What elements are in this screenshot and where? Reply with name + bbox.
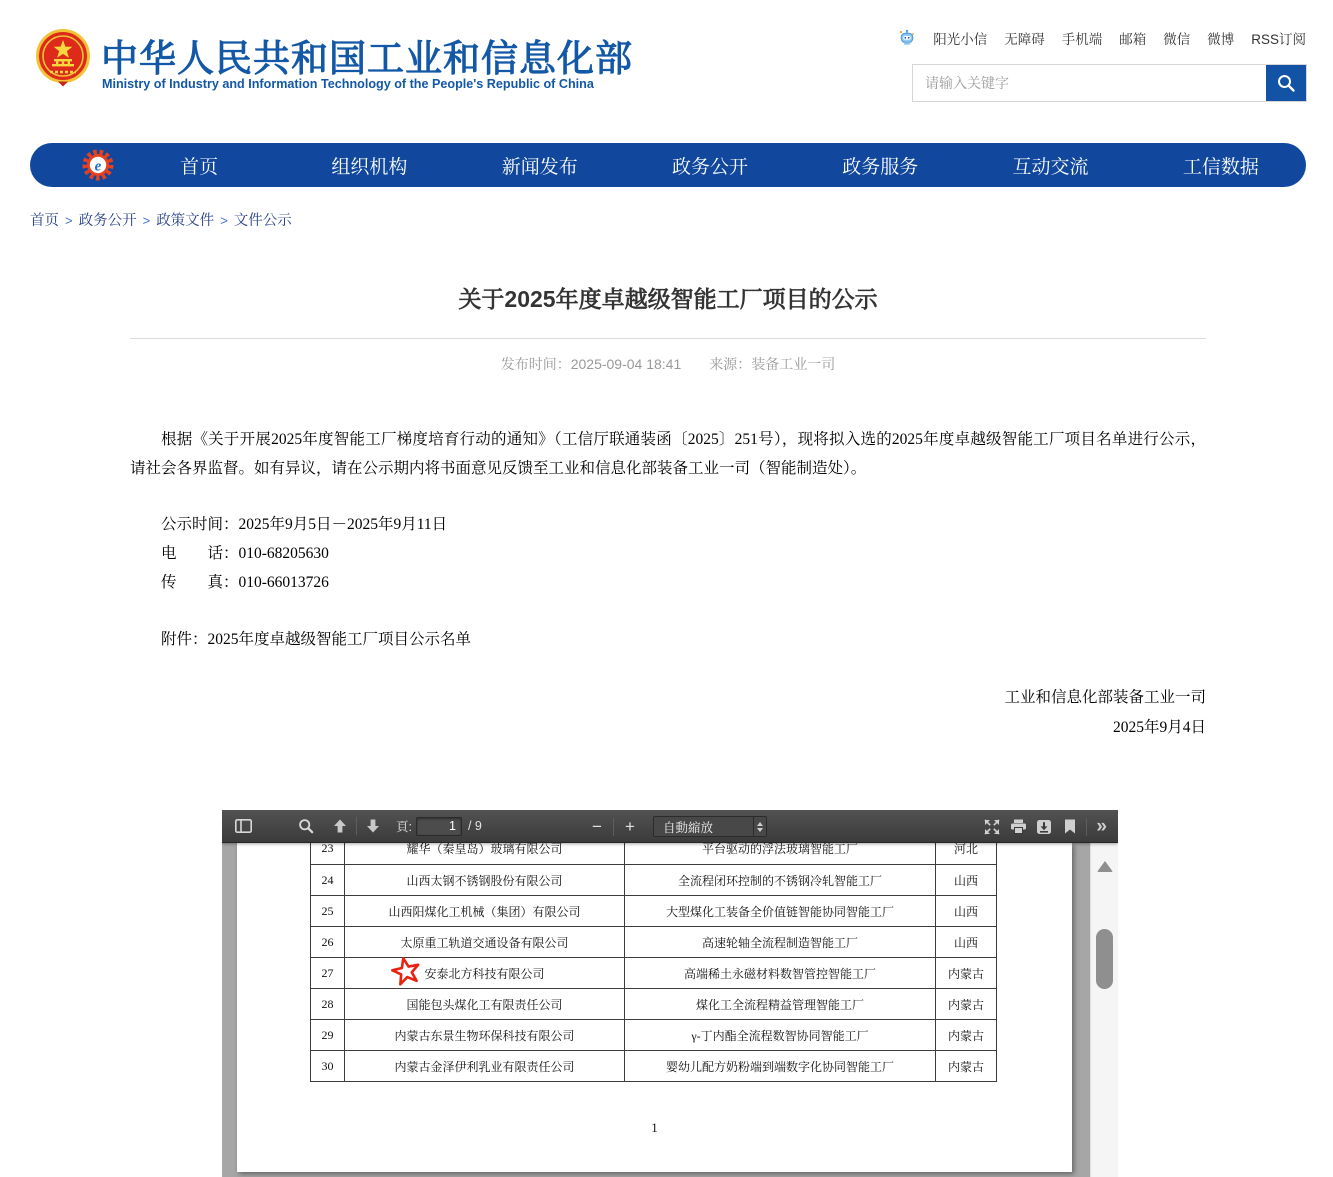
company-name: 国能包头煤化工有限责任公司 <box>406 997 563 1012</box>
project-name-cell: 大型煤化工装备全价值链智能协同智能工厂 <box>625 896 936 926</box>
breadcrumb-separator: > <box>220 213 228 228</box>
nav-item-home[interactable]: 首页 <box>180 156 219 178</box>
table-row <box>311 957 996 988</box>
attachment-line: 附件：2025年度卓越级智能工厂项目公示名单 <box>161 631 472 648</box>
select-spinner-icon <box>753 817 766 836</box>
top-link-yangguangxiaoxin[interactable]: 阳光小信 <box>933 32 988 47</box>
find-icon <box>298 818 314 834</box>
find-button[interactable] <box>293 814 319 839</box>
page-title: 关于2025年度卓越级智能工厂项目的公示 <box>458 286 878 312</box>
top-link-mail[interactable]: 邮箱 <box>1119 32 1147 47</box>
svg-text:e: e <box>94 158 102 175</box>
zoom-controls <box>584 810 767 843</box>
company-name: 安泰北方科技有限公司 <box>424 966 545 981</box>
company-name: 内蒙古东景生物环保科技有限公司 <box>394 1028 575 1043</box>
page-total: / 9 <box>467 819 482 833</box>
arrow-down-icon <box>365 818 381 834</box>
info-lines <box>130 510 1206 597</box>
table-row <box>311 988 996 1019</box>
table-row <box>311 843 996 864</box>
table-row <box>311 926 996 957</box>
breadcrumb-separator: > <box>142 213 151 228</box>
bookmark-icon <box>1064 819 1076 834</box>
site-title: 中华人民共和国工业和信息化部 <box>101 38 633 79</box>
top-link-wechat[interactable]: 微信 <box>1163 32 1191 47</box>
search-icon <box>1276 73 1296 93</box>
row-number-cell: 26 <box>311 927 345 957</box>
assistant-robot-icon <box>898 29 916 47</box>
breadcrumb-gov-disclosure[interactable]: 政务公开 <box>78 213 137 229</box>
bookmark-button[interactable] <box>1057 814 1083 839</box>
next-page-button[interactable] <box>360 814 386 839</box>
row-number-cell: 30 <box>311 1051 345 1081</box>
province-cell: 内蒙古 <box>947 1059 984 1074</box>
breadcrumb-document-publicity[interactable]: 文件公示 <box>233 213 292 229</box>
pdf-page-footer-number: 1 <box>651 1120 658 1135</box>
download-button[interactable] <box>1031 814 1057 839</box>
row-number-cell: 29 <box>311 1020 345 1050</box>
project-name-cell: 煤化工全流程精益管理智能工厂 <box>625 989 936 1019</box>
province-cell: 山西 <box>953 935 978 950</box>
top-utility-links <box>898 28 1306 48</box>
project-name-cell: 高速轮轴全流程制造智能工厂 <box>625 927 936 957</box>
nav-item-organization[interactable]: 组织机构 <box>331 156 408 178</box>
nav-item-gov-disclosure[interactable]: 政务公开 <box>671 156 748 178</box>
main-navigation <box>30 143 1306 187</box>
miit-gear-logo <box>82 149 114 181</box>
pdf-document-area[interactable] <box>222 843 1118 1177</box>
project-name-cell: 婴幼儿配方奶粉端到端数字化协同智能工厂 <box>625 1051 936 1081</box>
project-name-cell: γ-丁内酯全流程数智协同智能工厂 <box>625 1020 936 1050</box>
phone-line: 电 话：010-68205630 <box>161 545 329 562</box>
company-name: 太原重工轨道交通设备有限公司 <box>400 935 569 950</box>
company-name-cell <box>345 843 625 864</box>
company-name-cell <box>345 989 625 1019</box>
zoom-mode-value: 自動縮放 <box>663 820 714 835</box>
province-cell: 山西 <box>953 904 978 919</box>
zoom-in-button[interactable]: + <box>625 816 635 836</box>
zoom-mode-select[interactable] <box>653 816 767 837</box>
print-button[interactable] <box>1005 814 1031 839</box>
province-cell: 山西 <box>953 873 978 888</box>
table-row <box>311 1019 996 1050</box>
publicity-list-table <box>310 843 997 1082</box>
row-number-cell: 27 <box>311 958 345 988</box>
toolbar-right-group <box>979 810 1113 843</box>
project-name-cell: 平台驱动的浮法玻璃智能工厂 <box>625 843 936 864</box>
fax-line: 传 真：010-66013726 <box>161 574 329 591</box>
top-link-rss[interactable]: RSS订阅 <box>1251 32 1306 47</box>
company-name: 内蒙古金泽伊利乳业有限责任公司 <box>394 1059 575 1074</box>
company-name-cell <box>345 865 625 895</box>
sidebar-toggle-icon <box>235 819 252 833</box>
site-header <box>0 0 1333 135</box>
breadcrumb <box>30 209 292 230</box>
source: 装备工业一司 <box>751 356 836 372</box>
more-tools-button[interactable]: » <box>1096 815 1107 837</box>
company-name-cell <box>345 958 625 988</box>
province-cell: 内蒙古 <box>947 997 984 1012</box>
national-emblem-logo <box>36 28 90 90</box>
row-number-cell: 25 <box>311 896 345 926</box>
publish-time-label: 发布时间： <box>500 356 571 372</box>
article-meta <box>130 354 1206 374</box>
company-name: 山西阳煤化工机械（集团）有限公司 <box>388 904 581 919</box>
table-row <box>311 895 996 926</box>
nav-item-miit-data[interactable]: 工信数据 <box>1182 156 1259 178</box>
article <box>130 262 1206 743</box>
signature-department: 工业和信息化部装备工业一司 <box>1004 689 1206 706</box>
presentation-mode-button[interactable] <box>979 814 1005 839</box>
company-name-cell <box>345 896 625 926</box>
top-link-accessibility[interactable]: 无障碍 <box>1004 32 1045 47</box>
nav-item-interaction[interactable]: 互动交流 <box>1012 156 1089 178</box>
site-search <box>912 64 1307 102</box>
pdf-page <box>237 843 1072 1172</box>
nav-item-news[interactable]: 新闻发布 <box>501 156 578 178</box>
company-name: 耀华（秦皇岛）玻璃有限公司 <box>406 843 563 856</box>
article-paragraph: 根据《关于开展2025年度智能工厂梯度培育行动的通知》（工信厅联通装函〔2025〕251号），现将拟入选的2025年度卓越级智能工厂项目名单进行公示，请社会各界监督。如有异议，请在公示期内将书面意见反馈至工业和信息化部装备工业一司（智能制造处）。 <box>130 431 1206 477</box>
search-button[interactable] <box>1266 65 1306 101</box>
table-row <box>311 864 996 895</box>
fullscreen-icon <box>984 819 1000 835</box>
nav-item-gov-services[interactable]: 政务服务 <box>842 156 919 178</box>
signature-date: 2025年9月4日 <box>1112 719 1206 736</box>
search-input[interactable] <box>913 65 1266 101</box>
breadcrumb-separator: > <box>65 213 73 228</box>
province-cell: 内蒙古 <box>947 966 984 981</box>
source-label: 来源： <box>709 356 752 372</box>
page-number-input[interactable] <box>416 817 462 836</box>
breadcrumb-policy-documents[interactable]: 政策文件 <box>156 213 215 229</box>
province-cell: 内蒙古 <box>947 1028 984 1043</box>
project-name-cell: 高端稀土永磁材料数智管控智能工厂 <box>625 958 936 988</box>
province-cell: 河北 <box>953 843 978 856</box>
nav-items <box>114 143 1306 187</box>
breadcrumb-home[interactable]: 首页 <box>30 213 59 229</box>
company-name-cell <box>345 1051 625 1081</box>
publicity-period-line: 公示时间：2025年9月5日－2025年9月11日 <box>161 516 448 533</box>
download-icon <box>1036 819 1052 835</box>
previous-page-button[interactable] <box>327 814 353 839</box>
company-name: 山西太钢不锈钢股份有限公司 <box>406 873 563 888</box>
page-label: 頁: <box>396 820 412 834</box>
publish-time: 2025-09-04 18:41 <box>570 356 682 372</box>
sidebar-toggle-button[interactable] <box>230 814 256 839</box>
company-name-cell <box>345 927 625 957</box>
scrollbar-thumb[interactable] <box>1096 929 1113 989</box>
pdf-toolbar <box>222 810 1118 843</box>
print-icon <box>1010 819 1027 834</box>
signature-block <box>130 683 1206 743</box>
top-link-weibo[interactable]: 微博 <box>1207 32 1235 47</box>
scrollbar-up-arrow[interactable] <box>1097 861 1113 872</box>
row-number-cell: 28 <box>311 989 345 1019</box>
article-body <box>130 425 1206 743</box>
company-name-cell <box>345 1020 625 1050</box>
title-divider <box>130 338 1206 339</box>
row-number-cell: 24 <box>311 865 345 895</box>
site-subtitle: Ministry of Industry and Information Technology of the People's Republic of China <box>102 77 594 91</box>
row-number-cell: 23 <box>311 843 345 864</box>
table-row <box>311 1050 996 1081</box>
project-name-cell: 全流程闭环控制的不锈钢冷轧智能工厂 <box>625 865 936 895</box>
pdf-scrollbar[interactable] <box>1090 843 1118 1177</box>
red-star-annotation-icon <box>388 953 424 989</box>
arrow-up-icon <box>332 818 348 834</box>
pdf-viewer <box>222 810 1118 1177</box>
top-link-mobile[interactable]: 手机端 <box>1061 32 1103 47</box>
zoom-out-button[interactable]: − <box>592 816 602 836</box>
